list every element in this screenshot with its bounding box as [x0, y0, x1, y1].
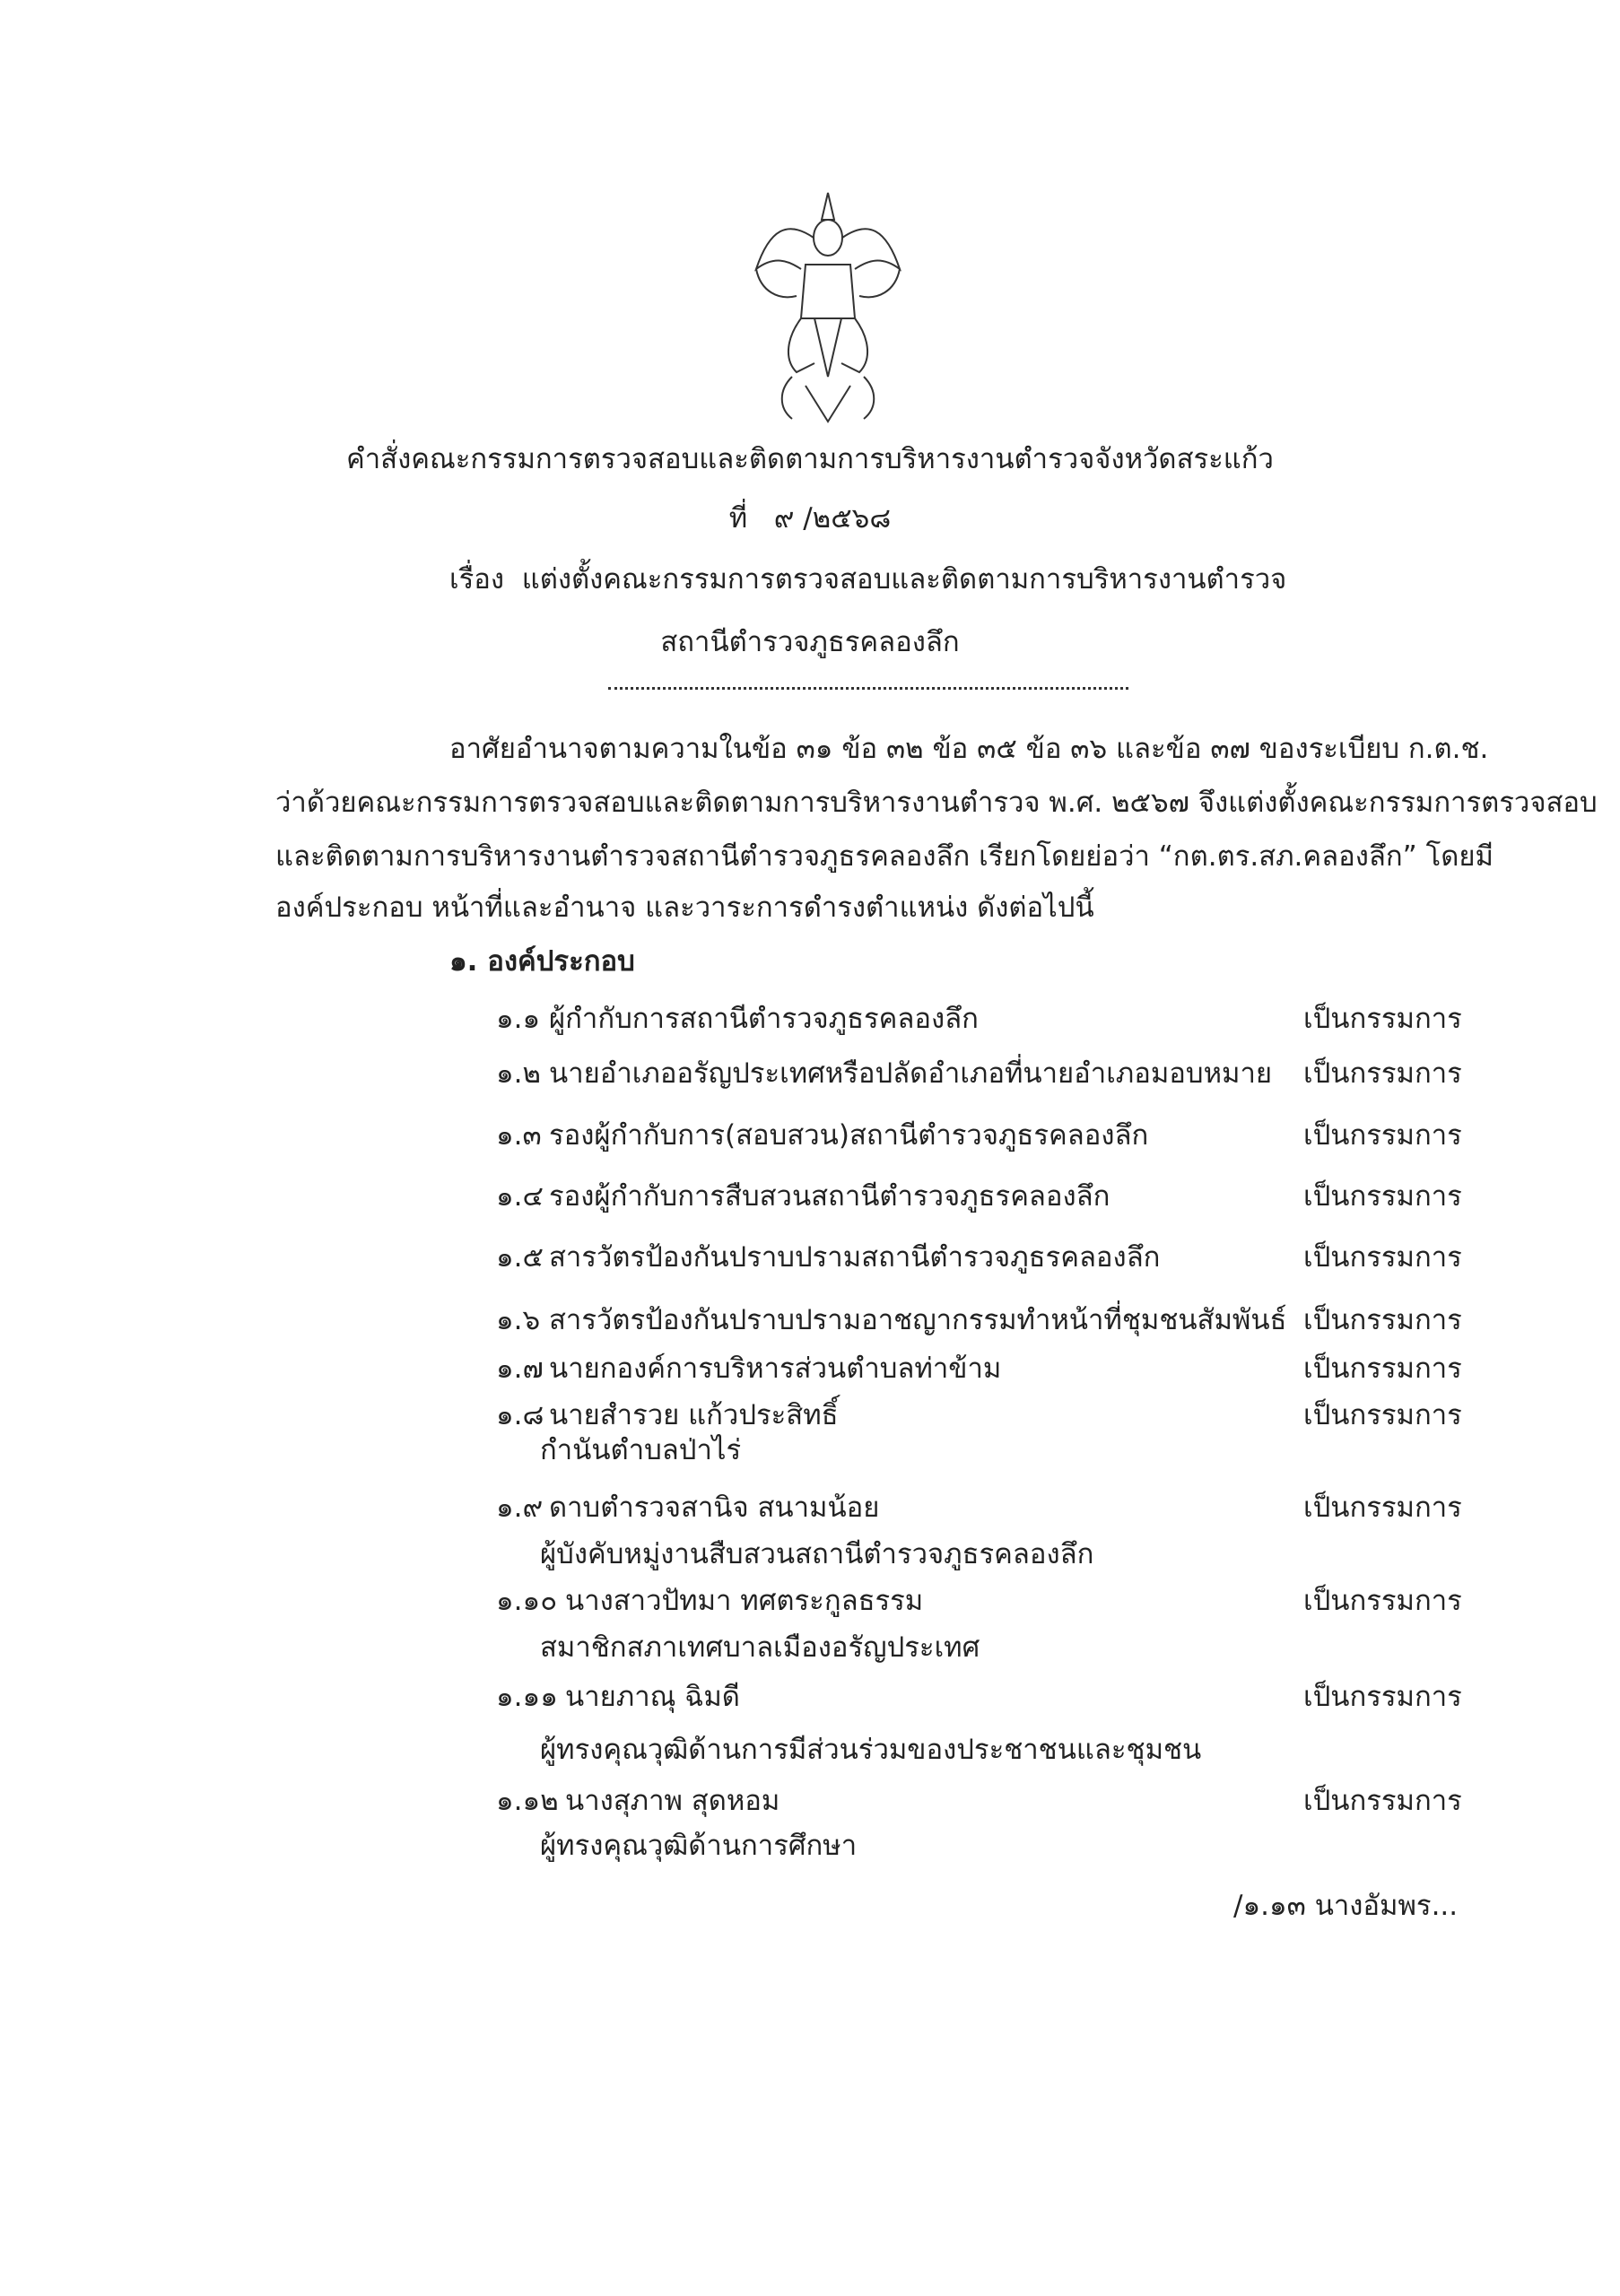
subject-line-2: สถานีตำรวจภูธรคลองลึก	[660, 626, 960, 658]
paragraph-line: ว่าด้วยคณะกรรมการตรวจสอบและติดตามการบริหารงานตำรวจ พ.ศ. ๒๕๖๗ จึงแต่งตั้งคณะกรรมการตรวจสอบ	[275, 787, 1598, 819]
member-number: ๑.๗	[496, 1352, 544, 1385]
member-position: ผู้ทรงคุณวุฒิด้านการมีส่วนร่วมของประชาชนและชุมชน	[540, 1734, 1202, 1766]
member-role: เป็นกรรมการ	[1303, 1785, 1462, 1817]
section-heading: ๑. องค์ประกอบ	[449, 945, 635, 978]
member-number: ๑.๕	[496, 1241, 544, 1274]
member-name: รองผู้กำกับการสืบสวนสถานีตำรวจภูธรคลองลึก	[549, 1180, 1110, 1213]
member-name: นายกองค์การบริหารส่วนตำบลท่าข้าม	[549, 1352, 1002, 1385]
member-number: ๑.๒	[496, 1057, 541, 1090]
subject	[449, 560, 1286, 599]
member-name: ดาบตำรวจสานิจ สนามน้อย	[549, 1492, 880, 1524]
separator-dots	[608, 687, 1128, 690]
member-role: เป็นกรรมการ	[1303, 1492, 1462, 1524]
continuation-text: /๑.๑๓ นางอัมพร...	[1233, 1890, 1459, 1922]
member-position: สมาชิกสภาเทศบาลเมืองอรัญประเทศ	[540, 1631, 980, 1664]
member-name: นางสาวปัทมา ทศตระกูลธรรม	[565, 1585, 924, 1617]
member-number: ๑.๖	[496, 1304, 541, 1336]
order-number	[0, 499, 1620, 538]
member-number: ๑.๔	[496, 1180, 544, 1213]
member-number: ๑.๑๐	[496, 1585, 558, 1617]
member-name: ผู้กำกับการสถานีตำรวจภูธรคลองลึก	[549, 1003, 979, 1035]
member-name: นายสำรวย แก้วประสิทธิ์	[549, 1399, 839, 1431]
member-name: สารวัตรป้องกันปราบปรามสถานีตำรวจภูธรคลองลึก	[549, 1241, 1161, 1274]
member-name: รองผู้กำกับการ(สอบสวน)สถานีตำรวจภูธรคลองลึก	[549, 1119, 1149, 1152]
member-number: ๑.๑๒	[496, 1785, 559, 1817]
member-position: กำนันตำบลป่าไร่	[540, 1434, 742, 1466]
member-role: เป็นกรรมการ	[1303, 1241, 1462, 1274]
member-role: เป็นกรรมการ	[1303, 1180, 1462, 1213]
order-number-label: ที่	[728, 502, 748, 535]
member-number: ๑.๘	[496, 1399, 544, 1431]
member-number: ๑.๙	[496, 1492, 544, 1524]
member-number: ๑.๓	[496, 1119, 542, 1152]
member-role: เป็นกรรมการ	[1303, 1119, 1462, 1152]
paragraph-line: และติดตามการบริหารงานตำรวจสถานีตำรวจภูธรคลองลึก เรียกโดยย่อว่า “กต.ตร.สภ.คลองลึก” โดยมี	[275, 840, 1494, 873]
member-position: ผู้ทรงคุณวุฒิด้านการศึกษา	[540, 1830, 858, 1862]
member-role: เป็นกรรมการ	[1303, 1681, 1462, 1713]
member-name: สารวัตรป้องกันปราบปรามอาชญากรรมทำหน้าที่ชุมชนสัมพันธ์	[549, 1304, 1287, 1336]
member-role: เป็นกรรมการ	[1303, 1057, 1462, 1090]
subject-text: แต่งตั้งคณะกรรมการตรวจสอบและติดตามการบริหารงานตำรวจ	[521, 563, 1287, 596]
member-role: เป็นกรรมการ	[1303, 1585, 1462, 1617]
order-number-value: ๙ /๒๕๖๘	[773, 502, 892, 535]
subject-label: เรื่อง	[449, 563, 505, 596]
member-position: ผู้บังคับหมู่งานสืบสวนสถานีตำรวจภูธรคลองลึก	[540, 1538, 1094, 1570]
member-name: นางสุภาพ สุดหอม	[565, 1785, 780, 1817]
member-name: นายอำเภออรัญประเทศหรือปลัดอำเภอที่นายอำเภอมอบหมาย	[549, 1057, 1273, 1090]
member-name: นายภาณุ ฉิมดี	[565, 1681, 740, 1713]
member-number: ๑.๑๑	[496, 1681, 558, 1713]
garuda-emblem	[752, 184, 904, 426]
member-role: เป็นกรรมการ	[1303, 1399, 1462, 1431]
member-role: เป็นกรรมการ	[1303, 1352, 1462, 1385]
member-role: เป็นกรรมการ	[1303, 1003, 1462, 1035]
paragraph-line: องค์ประกอบ หน้าที่และอำนาจ และวาระการดำรงตำแหน่ง ดังต่อไปนี้	[275, 891, 1094, 924]
member-number: ๑.๑	[496, 1003, 541, 1035]
document-title: คำสั่งคณะกรรมการตรวจสอบและติดตามการบริหารงานตำรวจจังหวัดสระแก้ว	[346, 443, 1274, 475]
member-role: เป็นกรรมการ	[1303, 1304, 1462, 1336]
paragraph-line: อาศัยอำนาจตามความในข้อ ๓๑ ข้อ ๓๒ ข้อ ๓๕ ข้อ ๓๖ และข้อ ๓๗ ของระเบียบ ก.ต.ช.	[449, 733, 1489, 765]
